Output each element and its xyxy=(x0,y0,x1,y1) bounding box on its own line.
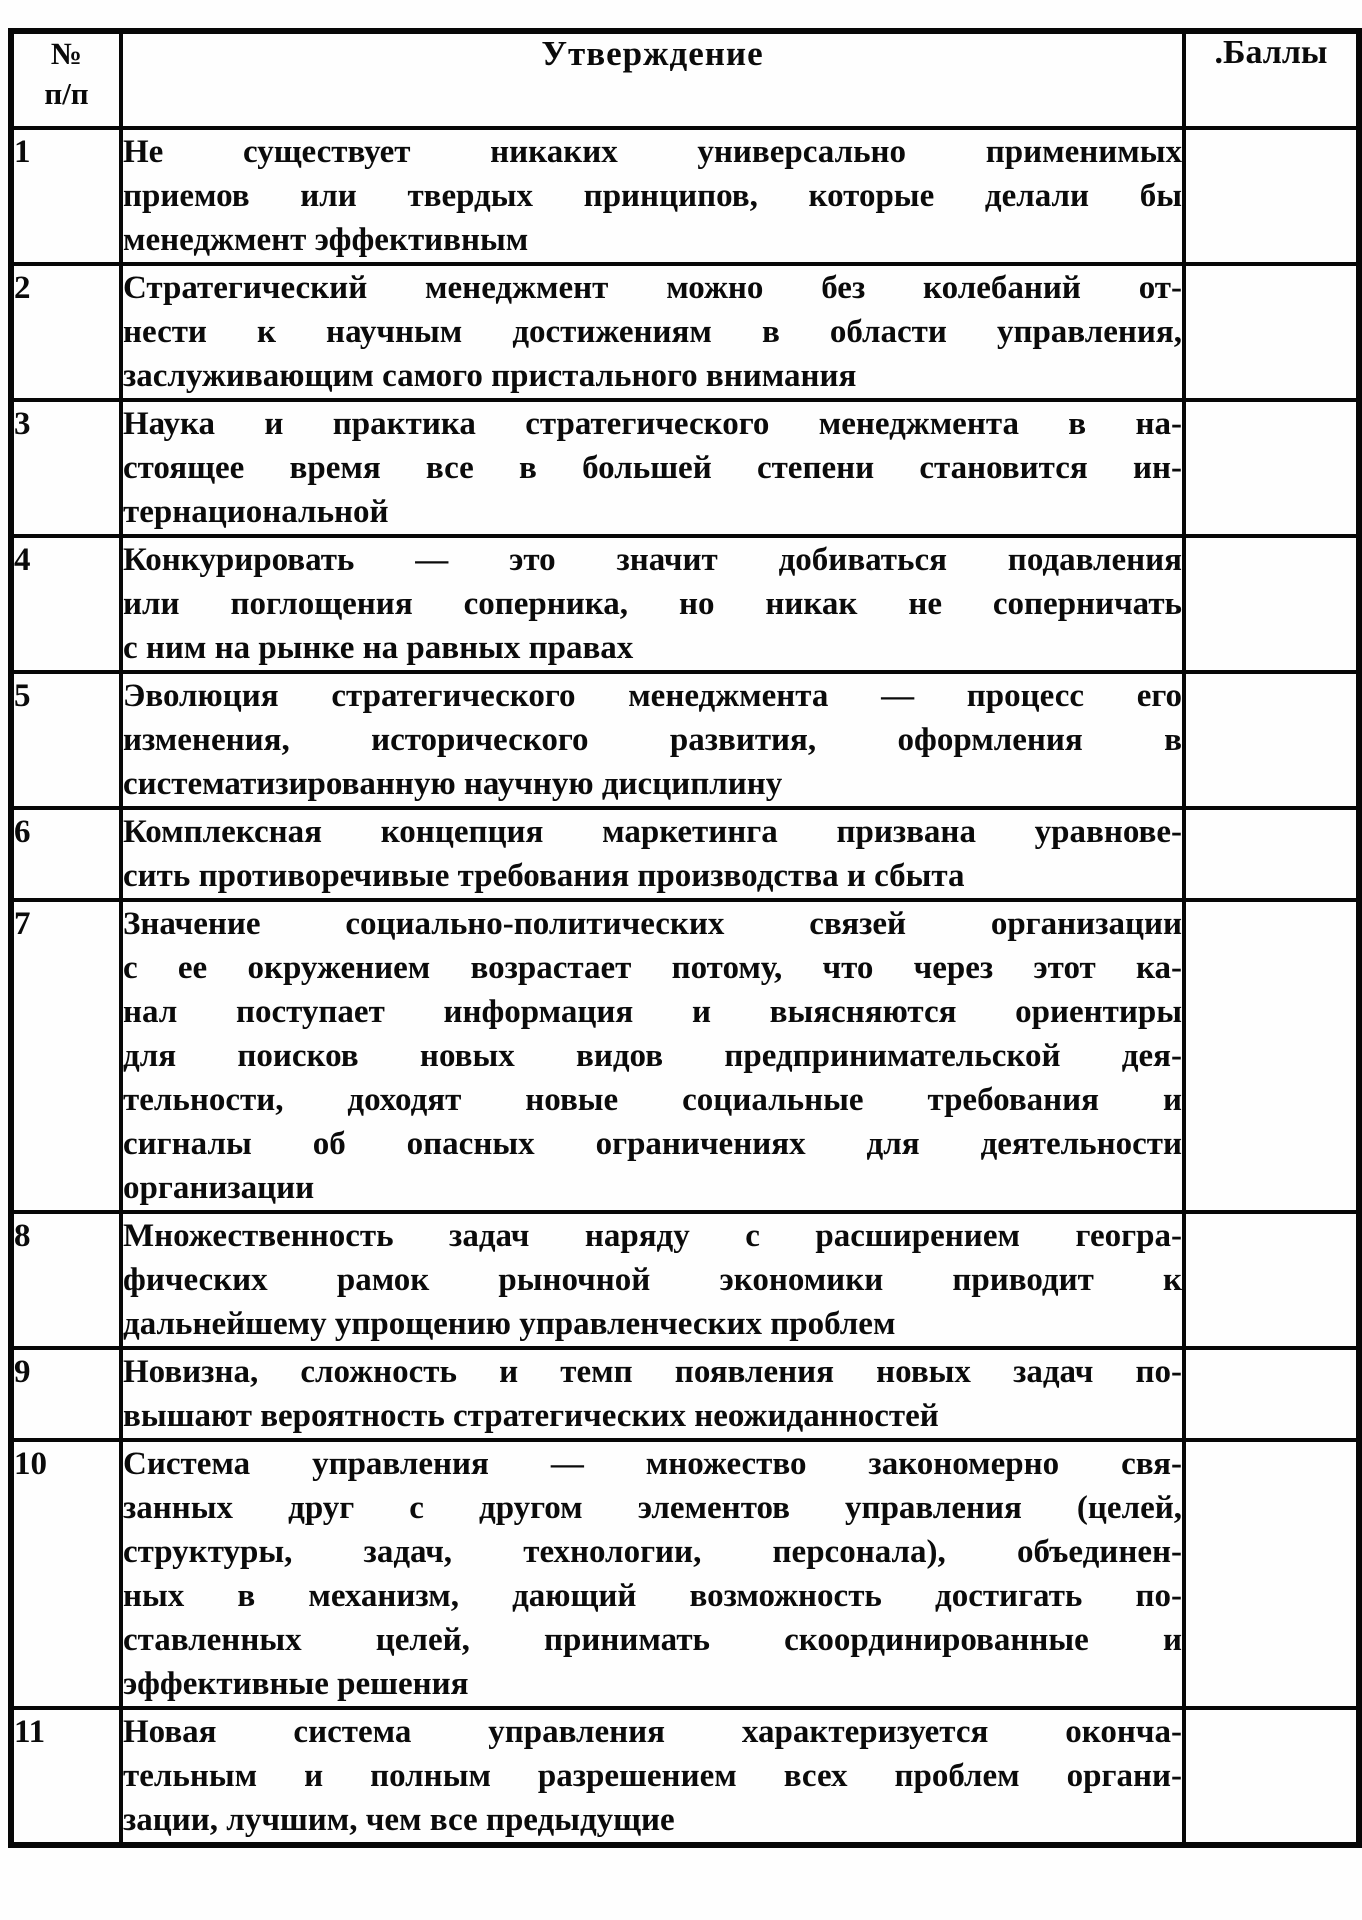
score-cell-empty xyxy=(1184,128,1359,264)
statement-line: для поисков новых видов предпринимательской дея- xyxy=(123,1038,1182,1074)
questionnaire-table xyxy=(8,28,1362,1848)
table-row xyxy=(11,900,1359,1212)
table-row xyxy=(11,536,1359,672)
statement-cell xyxy=(121,400,1184,536)
row-number: 8 xyxy=(11,1212,121,1348)
statement-line: с ее окружением возрастает потому, что через этот ка- xyxy=(123,950,1182,986)
score-cell-empty xyxy=(1184,400,1359,536)
score-cell-empty xyxy=(1184,900,1359,1212)
row-number: 9 xyxy=(11,1348,121,1440)
statement-line: Стратегический менеджмент можно без колебаний от- xyxy=(123,270,1182,306)
header-row xyxy=(11,31,1359,128)
statement-line: менеджмент эффективным xyxy=(123,222,529,258)
statement-line: заслуживающим самого пристального внимания xyxy=(123,358,857,394)
statement-line: занных друг с другом элементов управления (целей, xyxy=(123,1490,1182,1526)
statement-line: Значение социально-политических связей организации xyxy=(123,906,1182,942)
header-number-line2: п/п xyxy=(44,76,89,111)
row-number: 6 xyxy=(11,808,121,900)
statement-line: нести к научным достижениям в области управления, xyxy=(123,314,1182,350)
row-number: 3 xyxy=(11,400,121,536)
statement-line: стоящее время все в большей степени становится ин- xyxy=(123,450,1182,486)
statement-line: или поглощения соперника, но никак не соперничать xyxy=(123,586,1182,622)
statement-cell xyxy=(121,808,1184,900)
table-row xyxy=(11,1348,1359,1440)
statement-line: Эволюция стратегического менеджмента — процесс его xyxy=(123,678,1182,714)
statement-line: приемов или твердых принципов, которые делали бы xyxy=(123,178,1182,214)
statement-cell xyxy=(121,128,1184,264)
statement-line: тернациональной xyxy=(123,494,389,530)
score-cell-empty xyxy=(1184,1708,1359,1845)
statement-cell xyxy=(121,1708,1184,1845)
statement-cell xyxy=(121,900,1184,1212)
row-number: 10 xyxy=(11,1440,121,1708)
statement-line: нал поступает информация и выясняются ориентиры xyxy=(123,994,1182,1030)
row-number: 1 xyxy=(11,128,121,264)
row-number: 4 xyxy=(11,536,121,672)
score-cell-empty xyxy=(1184,672,1359,808)
statement-cell xyxy=(121,1348,1184,1440)
row-number: 11 xyxy=(11,1708,121,1845)
statement-line: Конкурировать — это значит добиваться подавления xyxy=(123,542,1182,578)
score-cell-empty xyxy=(1184,1212,1359,1348)
table-row xyxy=(11,808,1359,900)
table-row xyxy=(11,400,1359,536)
statement-cell xyxy=(121,1212,1184,1348)
score-cell-empty xyxy=(1184,808,1359,900)
header-statement-column: Утверждение xyxy=(121,31,1184,128)
statement-cell xyxy=(121,1440,1184,1708)
table-row xyxy=(11,264,1359,400)
statement-line: ных в механизм, дающий возможность достигать по- xyxy=(123,1578,1182,1614)
header-score-column: .Баллы xyxy=(1184,31,1359,128)
statement-line: ставленных целей, принимать скоординированные и xyxy=(123,1622,1182,1658)
score-cell-empty xyxy=(1184,1348,1359,1440)
statement-line: структуры, задач, технологии, персонала), объединен- xyxy=(123,1534,1182,1570)
header-number-column xyxy=(11,31,121,128)
statement-cell xyxy=(121,264,1184,400)
statement-line: Не существует никаких универсально применимых xyxy=(123,134,1182,170)
statement-line: систематизированную научную дисциплину xyxy=(123,766,783,802)
statement-line: Наука и практика стратегического менеджмента в на- xyxy=(123,406,1182,442)
statement-line: зации, лучшим, чем все предыдущие xyxy=(123,1802,675,1838)
statement-line: организации xyxy=(123,1170,315,1206)
statement-line: Множественность задач наряду с расширением геогра- xyxy=(123,1218,1182,1254)
statement-cell xyxy=(121,672,1184,808)
statement-line: сигналы об опасных ограничениях для деятельности xyxy=(123,1126,1182,1162)
statement-line: фических рамок рыночной экономики приводит к xyxy=(123,1262,1182,1298)
header-number-line1: № xyxy=(50,36,83,71)
score-cell-empty xyxy=(1184,264,1359,400)
statement-line: Новая система управления характеризуется оконча- xyxy=(123,1714,1182,1750)
statement-line: изменения, исторического развития, оформления в xyxy=(123,722,1182,758)
statement-line: дальнейшему упрощению управленческих проблем xyxy=(123,1306,896,1342)
statement-line: эффективные решения xyxy=(123,1666,469,1702)
statement-line: тельным и полным разрешением всех проблем органи- xyxy=(123,1758,1182,1794)
statement-line: тельности, доходят новые социальные требования и xyxy=(123,1082,1182,1118)
statement-line: сить противоречивые требования производства и сбыта xyxy=(123,858,965,894)
table-row xyxy=(11,1708,1359,1845)
statement-cell xyxy=(121,536,1184,672)
table-body xyxy=(11,128,1359,1845)
statement-line: вышают вероятность стратегических неожиданностей xyxy=(123,1398,939,1434)
row-number: 5 xyxy=(11,672,121,808)
row-number: 7 xyxy=(11,900,121,1212)
score-cell-empty xyxy=(1184,1440,1359,1708)
statement-line: Система управления — множество закономерно свя- xyxy=(123,1446,1182,1482)
statement-line: Новизна, сложность и темп появления новых задач по- xyxy=(123,1354,1182,1390)
table-row xyxy=(11,128,1359,264)
row-number: 2 xyxy=(11,264,121,400)
statement-line: Комплексная концепция маркетинга призвана уравнове- xyxy=(123,814,1182,850)
table-row xyxy=(11,672,1359,808)
score-cell-empty xyxy=(1184,536,1359,672)
table-row xyxy=(11,1212,1359,1348)
statement-line: с ним на рынке на равных правах xyxy=(123,630,634,666)
table-row xyxy=(11,1440,1359,1708)
